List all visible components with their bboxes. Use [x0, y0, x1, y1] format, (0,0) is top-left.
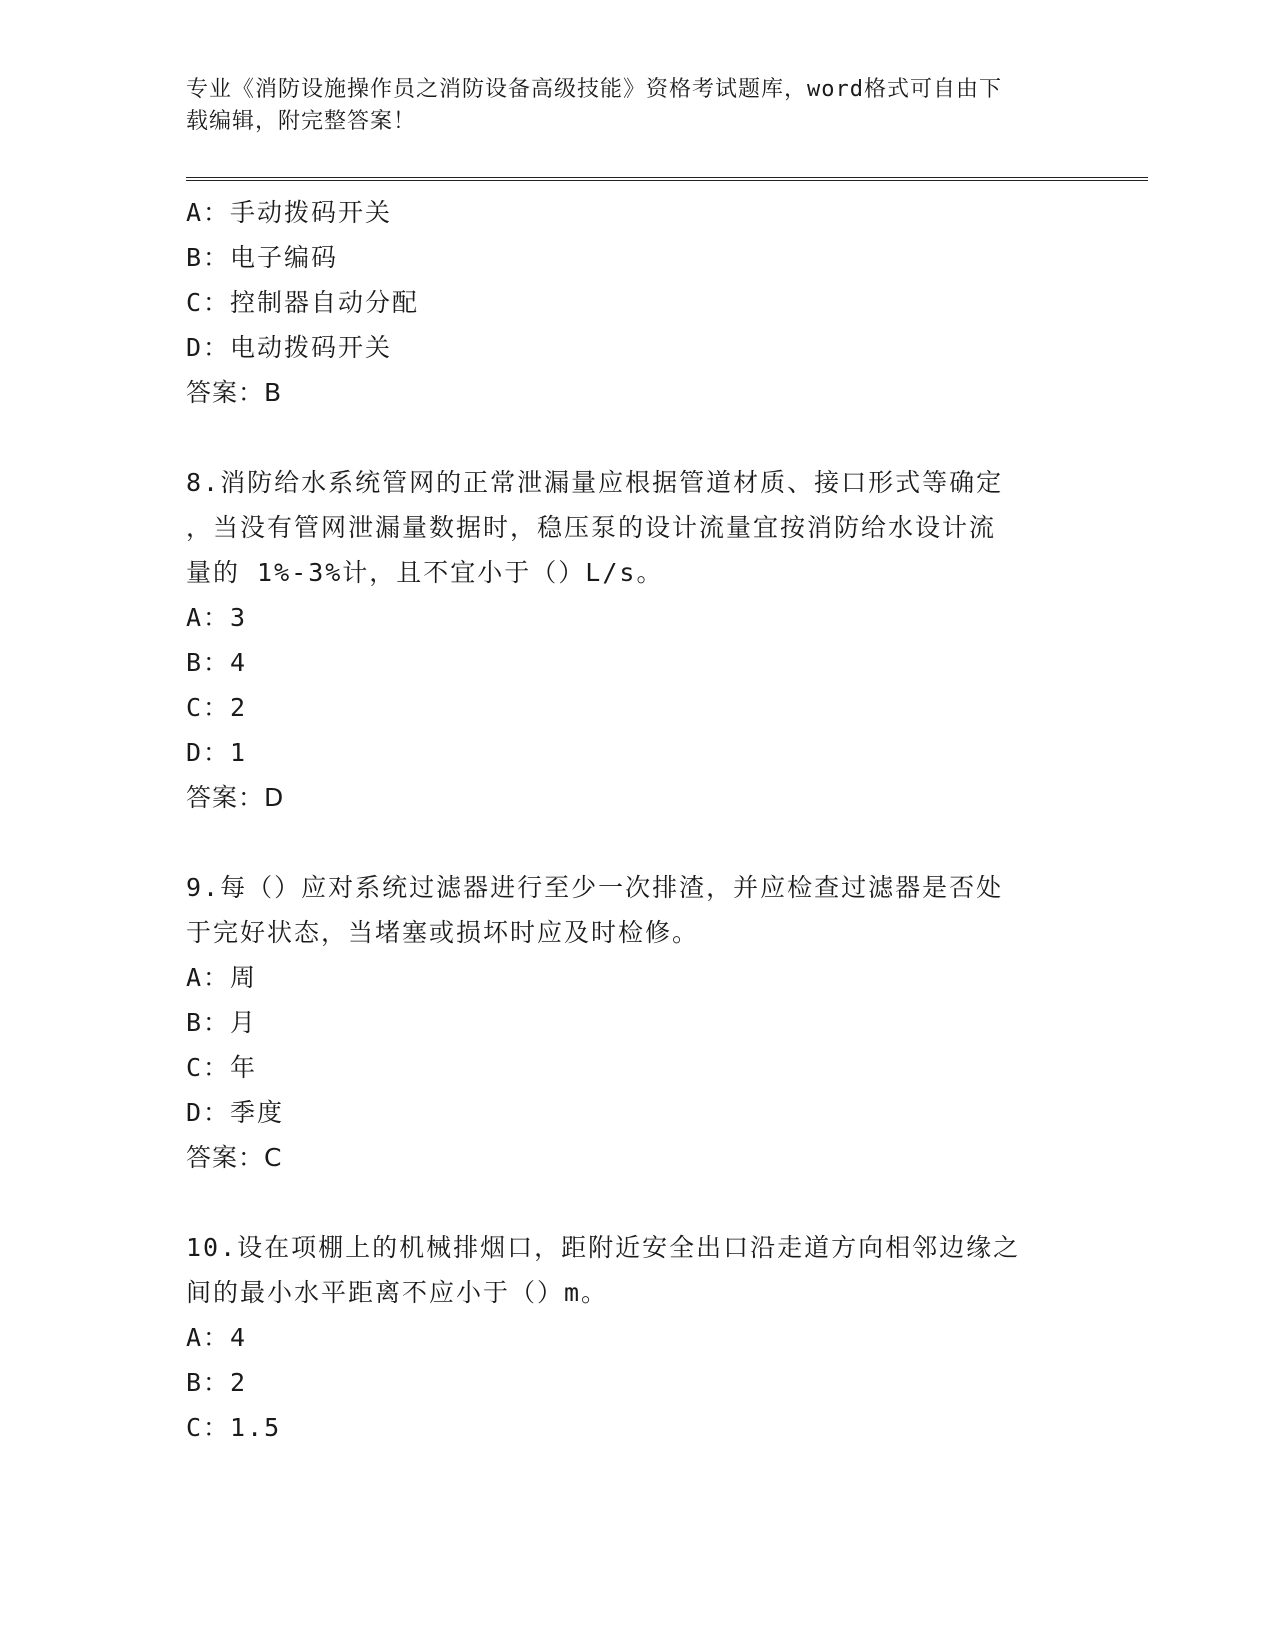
question-text-line-1: 10.设在项棚上的机械排烟口，距附近安全出口沿走道方向相邻边缘之	[186, 1233, 1021, 1262]
question-text-line-1: 9.每（）应对系统过滤器进行至少一次排渣，并应检查过滤器是否处	[186, 873, 1004, 902]
option-b: B：4	[186, 648, 248, 677]
question-text-line-2: 于完好状态，当堵塞或损坏时应及时检修。	[186, 918, 700, 947]
option-c: C：控制器自动分配	[186, 288, 420, 317]
option-a: A：4	[186, 1323, 248, 1352]
question-text-line-2: 间的最小水平距离不应小于（）m。	[186, 1278, 609, 1307]
question-text-line-1: 8.消防给水系统管网的正常泄漏量应根据管道材质、接口形式等确定	[186, 468, 1004, 497]
option-c: C：2	[186, 693, 248, 722]
question-text-line-3: 量的 1%-3%计，且不宜小于（）L/s。	[186, 558, 664, 587]
question-block-9	[186, 865, 1066, 1180]
header-line-2: 载编辑，附完整答案！	[186, 109, 417, 134]
header-line-1: 专业《消防设施操作员之消防设备高级技能》资格考试题库，word格式可自由下	[186, 77, 1002, 102]
option-a: A：周	[186, 963, 258, 992]
option-d: D：1	[186, 738, 248, 767]
option-d: D：季度	[186, 1098, 285, 1127]
question-block-7	[186, 190, 1066, 415]
question-block-10	[186, 1225, 1066, 1450]
option-c: C：年	[186, 1053, 258, 1082]
question-text-line-2: ，当没有管网泄漏量数据时，稳压泵的设计流量宜按消防给水设计流	[186, 513, 997, 542]
question-block-8	[186, 460, 1066, 820]
option-a: A：3	[186, 603, 248, 632]
answer-line: 答案：B	[186, 378, 283, 407]
option-a: A：手动拨码开关	[186, 198, 393, 227]
option-c: C：1.5	[186, 1413, 282, 1442]
question-list	[186, 190, 1066, 1450]
answer-line: 答案：C	[186, 1143, 283, 1172]
answer-line: 答案：D	[186, 783, 285, 812]
option-b: B：电子编码	[186, 243, 339, 272]
header-divider	[186, 177, 1148, 181]
document-header	[186, 74, 1086, 138]
option-b: B：2	[186, 1368, 248, 1397]
option-b: B：月	[186, 1008, 258, 1037]
option-d: D：电动拨码开关	[186, 333, 393, 362]
